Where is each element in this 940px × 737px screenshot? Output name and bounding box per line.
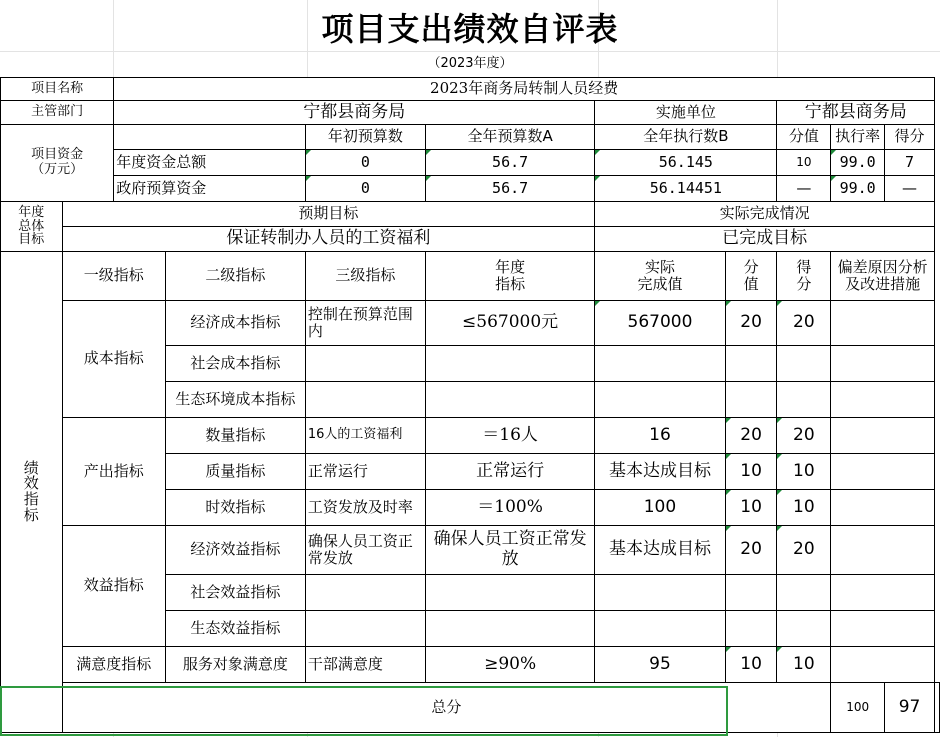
score-value-cell[interactable]: [725, 611, 777, 647]
deviation-analysis-header: 偏差原因分析 及改进措施: [831, 252, 935, 301]
execution-rate-value[interactable]: 99.0: [831, 150, 885, 176]
level2-cell: 时效指标: [165, 490, 305, 526]
remark-cell[interactable]: [831, 611, 935, 647]
actual-cell[interactable]: [595, 346, 725, 382]
score-value-cell[interactable]: 20: [725, 526, 777, 575]
total-score-value[interactable]: 100: [831, 683, 885, 733]
actual-cell[interactable]: 100: [595, 490, 725, 526]
actual-cell[interactable]: [595, 575, 725, 611]
level3-cell[interactable]: 控制在预算范围内: [305, 301, 425, 346]
evaluation-table: [0, 77, 940, 733]
level2-cell: 生态环境成本指标: [165, 382, 305, 418]
blank-cell: [114, 125, 306, 150]
annual-target-header: 年度 指标: [425, 252, 594, 301]
score-value-cell[interactable]: 10: [725, 490, 777, 526]
score-value-cell[interactable]: 10: [725, 647, 777, 683]
target-cell[interactable]: [425, 346, 594, 382]
gov-initial-value[interactable]: 0: [305, 176, 425, 202]
funds-gov-row: [1, 176, 940, 202]
level2-cell: 服务对象满意度: [165, 647, 305, 683]
remark-cell[interactable]: [831, 647, 935, 683]
score-cell[interactable]: [777, 382, 831, 418]
level1-header: 一级指标: [62, 252, 165, 301]
annual-total-label: 年度资金总额: [114, 150, 306, 176]
level3-cell[interactable]: 工资发放及时率: [305, 490, 425, 526]
project-name-value[interactable]: 2023年商务局转制人员经费: [114, 78, 935, 101]
target-cell[interactable]: ＝100%: [425, 490, 594, 526]
full-budget-value[interactable]: 56.7: [425, 150, 594, 176]
score-value-cell[interactable]: 7: [885, 150, 935, 176]
score-value-cell[interactable]: 10: [725, 454, 777, 490]
funds-total-row: [1, 150, 940, 176]
actual-completion-value[interactable]: 已完成目标: [595, 227, 935, 252]
remark-cell[interactable]: [831, 418, 935, 454]
expected-goal-header: 预期目标: [62, 202, 595, 227]
score-cell[interactable]: [777, 611, 831, 647]
target-cell[interactable]: 确保人员工资正常发放: [425, 526, 594, 575]
gov-score[interactable]: —: [885, 176, 935, 202]
full-budget-header: 全年预算数A: [425, 125, 594, 150]
initial-budget-header: 年初预算数: [305, 125, 425, 150]
remark-cell[interactable]: [831, 575, 935, 611]
level3-header: 三级指标: [305, 252, 425, 301]
remark-cell[interactable]: [831, 454, 935, 490]
indicator-header-row: [1, 252, 940, 301]
actual-cell[interactable]: 16: [595, 418, 725, 454]
level3-cell[interactable]: 确保人员工资正常发放: [305, 526, 425, 575]
score-header: 得分: [885, 125, 935, 150]
score-value-cell[interactable]: [725, 382, 777, 418]
score-value-cell[interactable]: [725, 346, 777, 382]
remark-cell[interactable]: [831, 301, 935, 346]
level3-cell[interactable]: 正常运行: [305, 454, 425, 490]
executed-value[interactable]: 56.145: [595, 150, 777, 176]
table-row: [1, 526, 940, 575]
level2-cell: 经济成本指标: [165, 301, 305, 346]
remark-cell[interactable]: [831, 346, 935, 382]
execution-rate-header: 执行率: [831, 125, 885, 150]
total-score-label: 总分: [62, 683, 831, 733]
expected-goal-value[interactable]: 保证转制办人员的工资福利: [62, 227, 595, 252]
level2-cell: 质量指标: [165, 454, 305, 490]
benefit-indicators-label: 效益指标: [62, 526, 165, 647]
level2-cell: 社会成本指标: [165, 346, 305, 382]
page-title: 项目支出绩效自评表: [321, 10, 619, 48]
level3-cell[interactable]: 干部满意度: [305, 647, 425, 683]
level2-cell: 社会效益指标: [165, 575, 305, 611]
score-cell[interactable]: 10: [777, 490, 831, 526]
score-cell[interactable]: 20: [777, 301, 831, 346]
actual-cell[interactable]: 基本达成目标: [595, 526, 725, 575]
level2-cell: 数量指标: [165, 418, 305, 454]
target-cell[interactable]: [425, 382, 594, 418]
level3-cell[interactable]: [305, 346, 425, 382]
score-cell[interactable]: [777, 346, 831, 382]
cost-indicators-label: 成本指标: [62, 301, 165, 418]
score-cell[interactable]: 10: [777, 647, 831, 683]
target-cell[interactable]: 正常运行: [425, 454, 594, 490]
table-row: [1, 418, 940, 454]
department-value[interactable]: 宁都县商务局: [114, 101, 595, 125]
gov-budget-label: 政府预算资金: [114, 176, 306, 202]
executed-header: 全年执行数B: [595, 125, 777, 150]
remark-cell[interactable]: [831, 490, 935, 526]
target-cell[interactable]: ≥90%: [425, 647, 594, 683]
remark-cell[interactable]: [831, 526, 935, 575]
actual-value-header: 实际 完成值: [595, 252, 725, 301]
gov-full-value[interactable]: 56.7: [425, 176, 594, 202]
score-value-cell[interactable]: 20: [725, 301, 777, 346]
score-value-cell[interactable]: [725, 575, 777, 611]
total-score[interactable]: 97: [885, 683, 935, 733]
level3-cell[interactable]: 16人的工资福利: [305, 418, 425, 454]
actual-cell[interactable]: [595, 611, 725, 647]
table-row: [1, 647, 940, 683]
project-funds-label: 项目资金 （万元）: [1, 125, 114, 202]
goal-header-row: [1, 202, 940, 227]
implementer-value[interactable]: 宁都县商务局: [777, 101, 935, 125]
department-row: [1, 101, 940, 125]
remark-cell[interactable]: [831, 382, 935, 418]
target-cell[interactable]: ≤567000元: [425, 301, 594, 346]
level2-cell: 经济效益指标: [165, 526, 305, 575]
report-year: （2023年度）: [427, 56, 513, 71]
actual-completion-header: 实际完成情况: [595, 202, 935, 227]
performance-indicators-label: 绩 效 指 标: [1, 252, 63, 733]
output-indicators-label: 产出指标: [62, 418, 165, 526]
score-value-header: 分 值: [725, 252, 777, 301]
total-row: [1, 683, 940, 733]
score-cell[interactable]: 20: [777, 418, 831, 454]
initial-budget-value[interactable]: 0: [305, 150, 425, 176]
funds-header-row: [1, 125, 940, 150]
implementer-label: 实施单位: [595, 101, 777, 125]
project-name-label: 项目名称: [1, 78, 114, 101]
score-cell[interactable]: 20: [777, 526, 831, 575]
level3-cell[interactable]: [305, 575, 425, 611]
annual-goal-label: 年度 总体 目标: [1, 202, 63, 252]
score-cell[interactable]: 10: [777, 454, 831, 490]
gov-score-value[interactable]: —: [777, 176, 831, 202]
target-cell[interactable]: ＝16人: [425, 418, 594, 454]
level3-cell[interactable]: [305, 611, 425, 647]
score-cell[interactable]: [777, 575, 831, 611]
level2-cell: 生态效益指标: [165, 611, 305, 647]
satisfaction-indicators-label: 满意度指标: [62, 647, 165, 683]
table-row: [1, 301, 940, 346]
actual-cell[interactable]: 95: [595, 647, 725, 683]
department-label: 主管部门: [1, 101, 114, 125]
level2-header: 二级指标: [165, 252, 305, 301]
score-value[interactable]: 10: [777, 150, 831, 176]
actual-cell[interactable]: [595, 382, 725, 418]
level3-cell[interactable]: [305, 382, 425, 418]
score-value-header: 分值: [777, 125, 831, 150]
score-value-cell[interactable]: 20: [725, 418, 777, 454]
project-name-row: [1, 78, 940, 101]
target-cell[interactable]: [425, 575, 594, 611]
gov-execution-rate-value[interactable]: 99.0: [831, 176, 885, 202]
actual-cell[interactable]: 基本达成目标: [595, 454, 725, 490]
remark-cell[interactable]: [935, 683, 940, 733]
actual-cell[interactable]: 567000: [595, 301, 725, 346]
gov-executed-value[interactable]: 56.14451: [595, 176, 777, 202]
goal-row: [1, 227, 940, 252]
score-header: 得 分: [777, 252, 831, 301]
target-cell[interactable]: [425, 611, 594, 647]
